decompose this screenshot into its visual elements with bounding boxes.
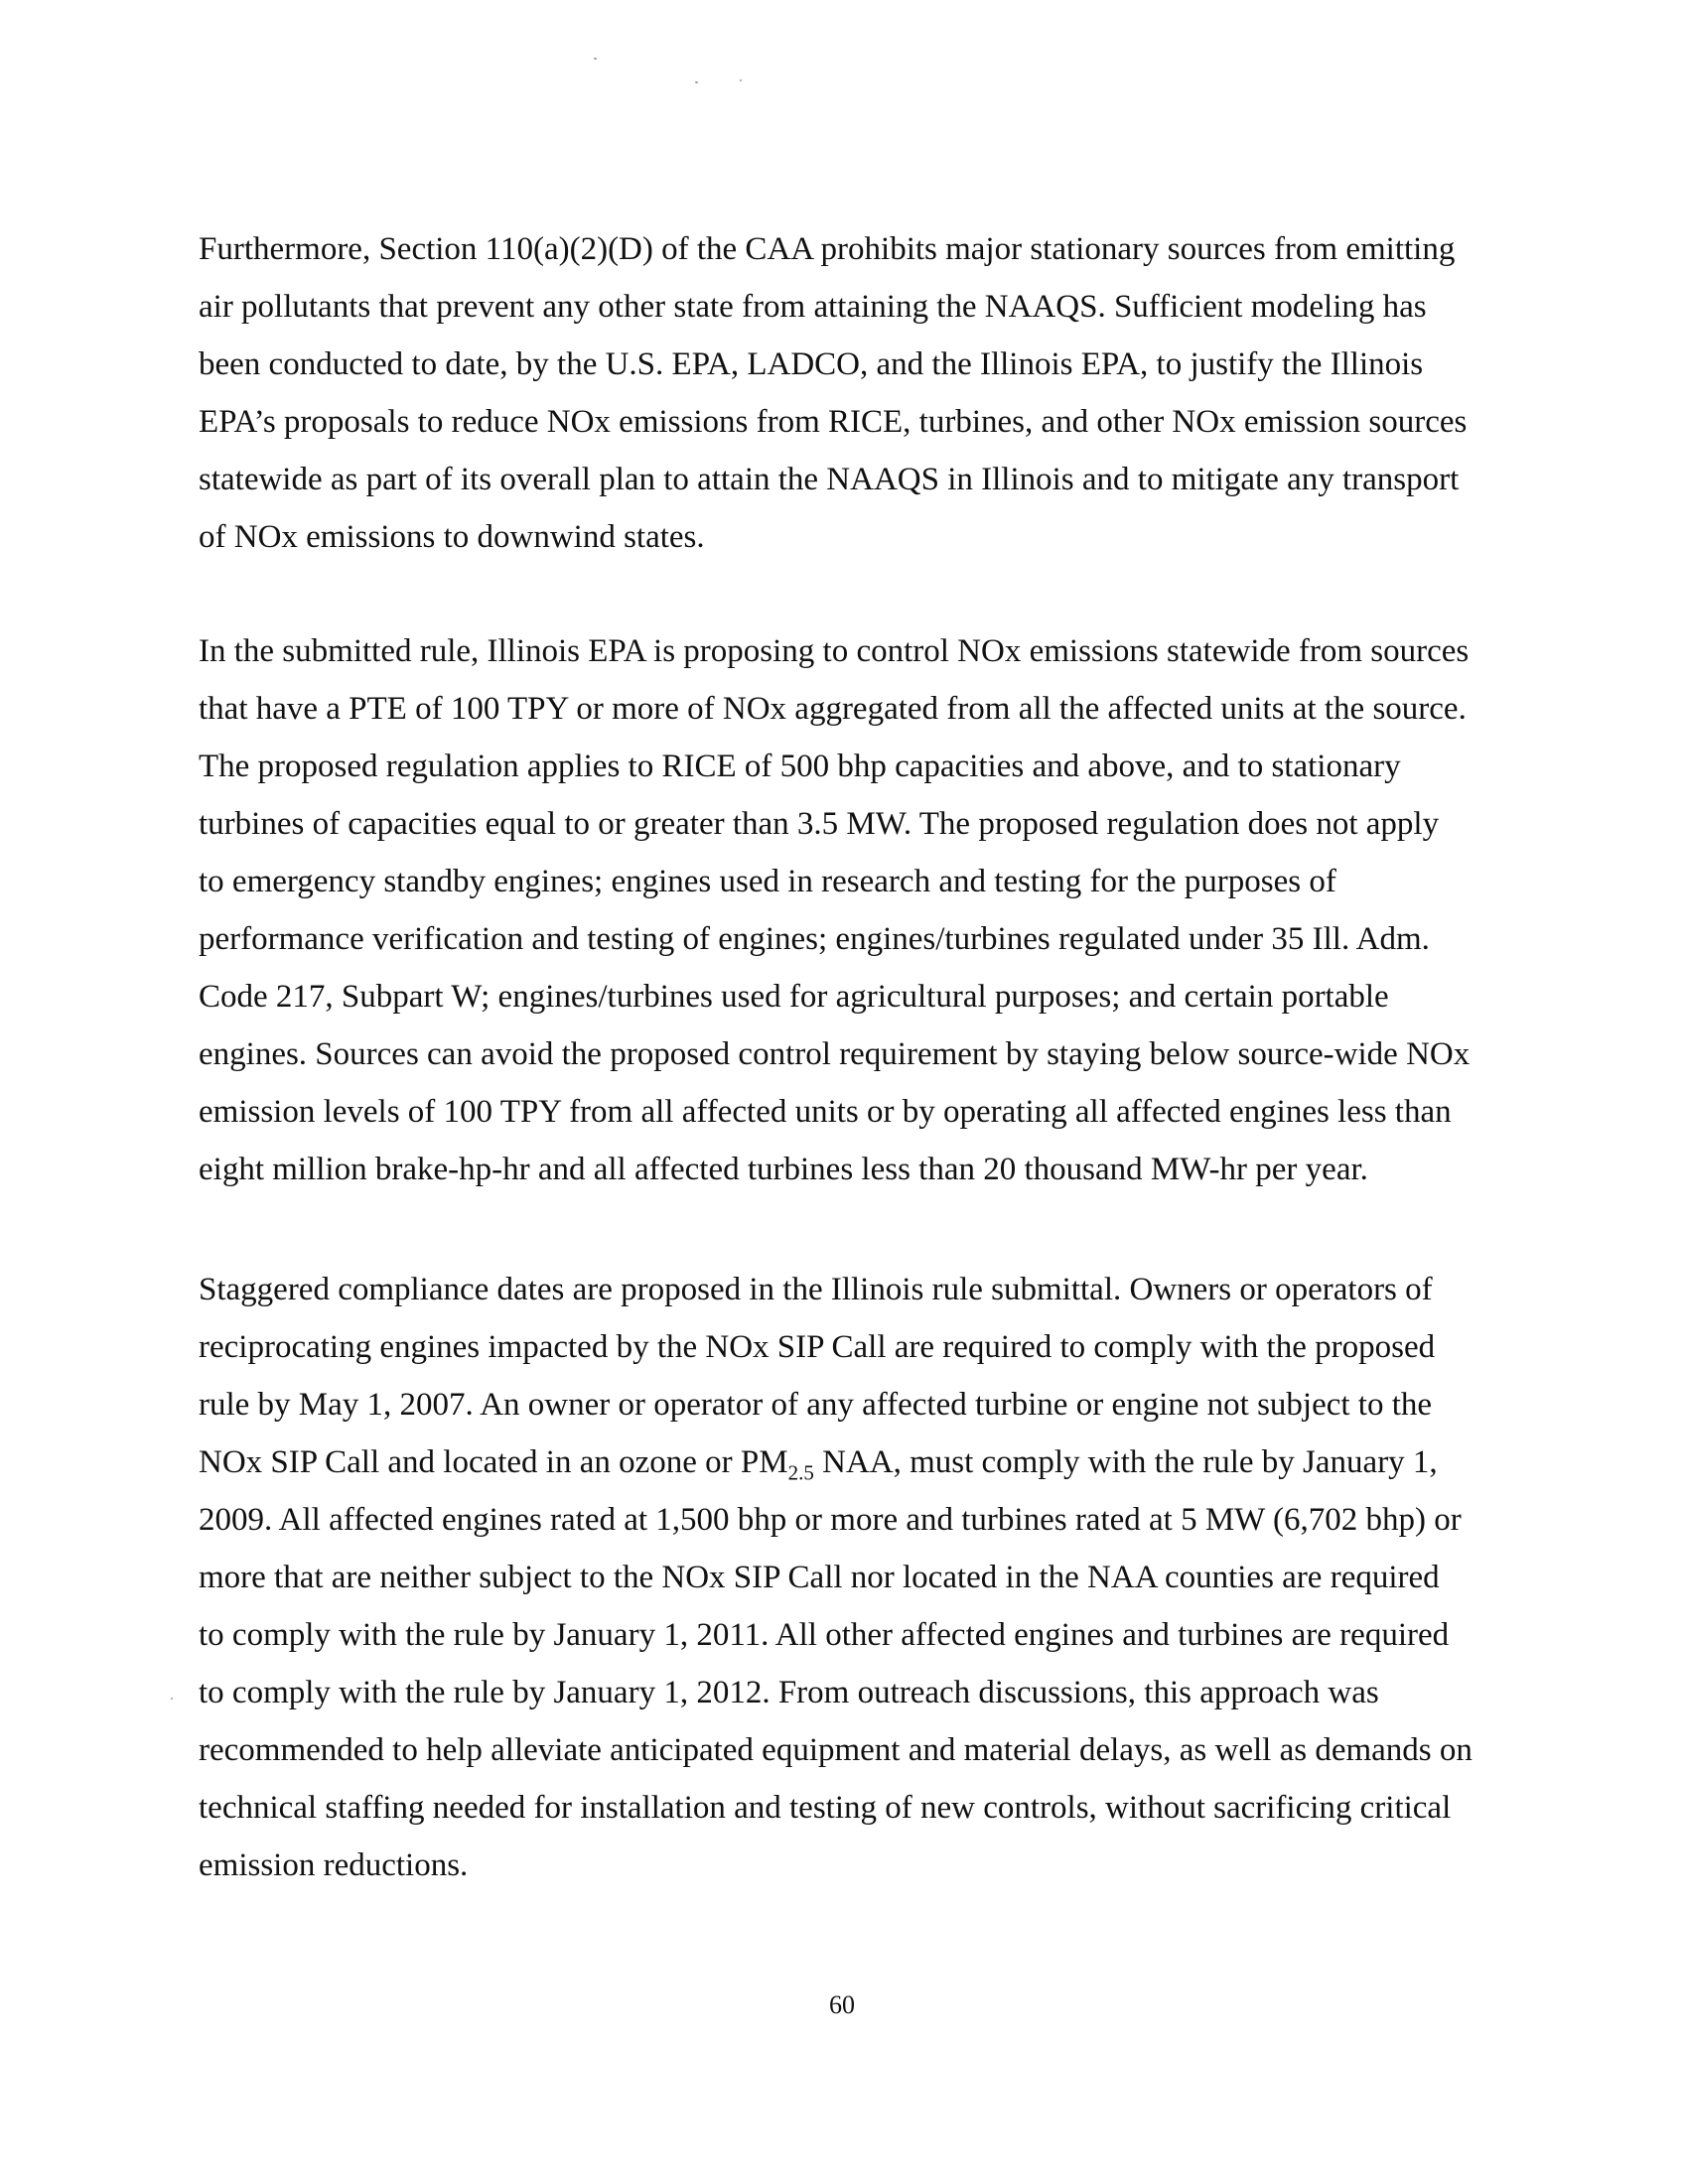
paragraph-line: eight million brake-hp-hr and all affected turbines less than 20 thousand MW-hr per year. (199, 1152, 1368, 1187)
page-number: 60 (829, 1990, 855, 2019)
paragraph-line (199, 1433, 1479, 1491)
pm-subscript: 2.5 (787, 1460, 814, 1485)
paragraph-line: turbines of capacities equal to or greater than 3.5 MW. The proposed regulation does not apply (199, 806, 1440, 842)
scan-speck (695, 81, 698, 83)
paragraph-line: technical staffing needed for installation and testing of new controls, without sacrificing critical (199, 1790, 1452, 1826)
paragraph-line: rule by May 1, 2007. An owner or operator of any affected turbine or engine not subject to the (199, 1387, 1433, 1423)
paragraph-line: to comply with the rule by January 1, 2012. From outreach discussions, this approach was (199, 1675, 1379, 1710)
paragraph-line: Furthermore, Section 110(a)(2)(D) of the CAA prohibits major stationary sources from emitting (199, 231, 1456, 267)
paragraph-line: performance verification and testing of engines; engines/turbines regulated under 35 Ill. Adm. (199, 921, 1430, 957)
paragraph-line: emission reductions. (199, 1847, 469, 1883)
line-text: NOx SIP Call and located in an ozone or PM (199, 1444, 788, 1480)
paragraph-line: emission levels of 100 TPY from all affected units or by operating all affected engines less than (199, 1094, 1452, 1130)
paragraph-line: air pollutants that prevent any other state from attaining the NAAQS. Sufficient modeling has (199, 289, 1427, 325)
paragraph-line: recommended to help alleviate anticipated equipment and material delays, as well as demands on (199, 1732, 1473, 1768)
paragraph-3 (199, 1261, 1479, 1894)
scan-speck (171, 1698, 173, 1700)
paragraph-line: been conducted to date, by the U.S. EPA, LADCO, and the Illinois EPA, to justify the Illinois (199, 346, 1424, 382)
paragraph-line: Code 217, Subpart W; engines/turbines used for agricultural purposes; and certain portable (199, 979, 1389, 1015)
paragraph-line: reciprocating engines impacted by the NOx SIP Call are required to comply with the proposed (199, 1329, 1436, 1365)
paragraph-line: The proposed regulation applies to RICE of 500 bhp capacities and above, and to stationary (199, 749, 1401, 784)
paragraph-line: to emergency standby engines; engines used in research and testing for the purposes of (199, 864, 1336, 899)
scan-speck (740, 79, 742, 81)
paragraph-2 (199, 622, 1479, 1198)
paragraph-line: of NOx emissions to downwind states. (199, 519, 705, 555)
paragraph-line: statewide as part of its overall plan to attain the NAAQS in Illinois and to mitigate any transport (199, 462, 1460, 497)
paragraph-line: that have a PTE of 100 TPY or more of NOx aggregated from all the affected units at the source. (199, 691, 1467, 727)
paragraph-line: In the submitted rule, Illinois EPA is proposing to control NOx emissions statewide from sources (199, 633, 1470, 669)
paragraph-line: Staggered compliance dates are proposed in the Illinois rule submittal. Owners or operators of (199, 1272, 1433, 1307)
paragraph-1 (199, 220, 1479, 566)
paragraph-line: more that are neither subject to the NOx SIP Call nor located in the NAA counties are required (199, 1560, 1440, 1595)
paragraph-line: 2009. All affected engines rated at 1,500 bhp or more and turbines rated at 5 MW (6,702 bhp) or (199, 1502, 1462, 1538)
scan-speck (594, 58, 597, 60)
paragraph-line: EPA’s proposals to reduce NOx emissions from RICE, turbines, and other NOx emission sources (199, 404, 1468, 440)
paragraph-line: to comply with the rule by January 1, 2011. All other affected engines and turbines are required (199, 1617, 1450, 1653)
line-text: NAA, must comply with the rule by January 1, (813, 1444, 1438, 1480)
paragraph-line: engines. Sources can avoid the proposed control requirement by staying below source-wide NOx (199, 1036, 1471, 1072)
